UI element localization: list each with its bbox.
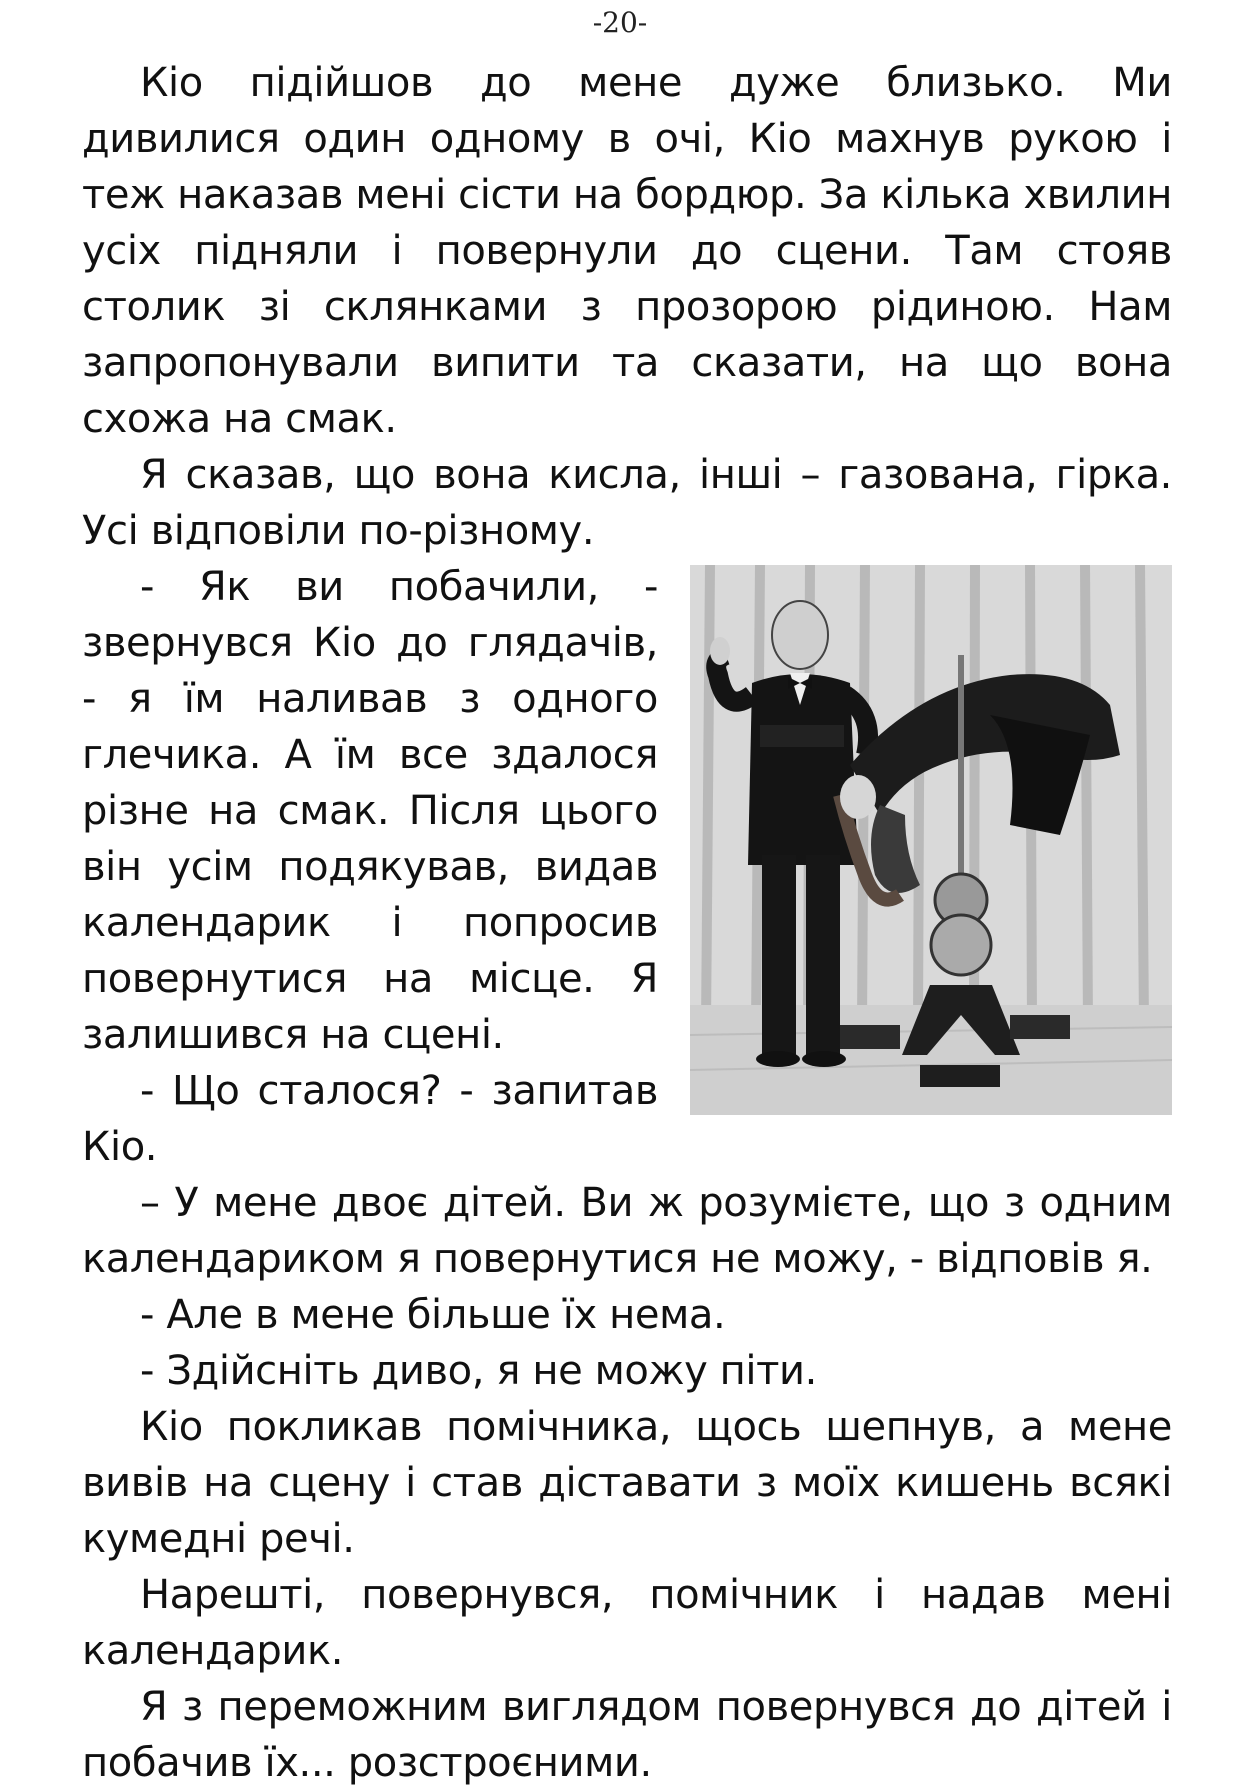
paragraph: - Як ви побачили, - звернувся Кіо до глядачів, - я їм наливав з одного глечика. А їм все здалося різне на смак. Після цього він усім подякував, видав календарик і попросив повернутися на місце. Я залишився на сцені. xyxy=(82,564,658,1058)
paragraph: Кіо покликав помічника, щось шепнув, а мене вивів на сцену і став діставати з моїх кишень всякі кумедні речі. xyxy=(82,1404,1172,1562)
magician-levitation-photo xyxy=(690,565,1172,1115)
paragraph: - Здійсніть диво, я не можу піти. xyxy=(140,1348,817,1394)
body-text xyxy=(82,55,1172,1791)
page-number: -20- xyxy=(592,6,648,39)
paragraph: Кіо підійшов до мене дуже близько. Ми дивилися один одному в очі, Кіо махнув рукою і теж наказав мені сісти на бордюр. За кілька хвилин усіх підняли і повернули до сцени. Там стояв столик зі склянками з прозорою рідиною. Нам запропонували випити та сказати, на що вона схожа на смак. xyxy=(82,60,1172,442)
photo-illustration xyxy=(690,565,1172,1115)
paragraph: Я сказав, що вона кисла, інші – газована, гірка. Усі відповіли по-різному. xyxy=(82,452,1172,554)
paragraph: Я з переможним виглядом повернувся до дітей і побачив їх... розстроєними. xyxy=(82,1684,1172,1786)
paragraph: Нарешті, повернувся, помічник і надав мені календарик. xyxy=(82,1572,1172,1674)
paragraph: – У мене двоє дітей. Ви ж розумієте, що з одним календариком я повернутися не можу, - відповів я. xyxy=(82,1180,1172,1282)
paragraph: - Але в мене більше їх нема. xyxy=(140,1292,726,1338)
paragraph: - Що сталося? - запитав Кіо. xyxy=(82,1068,658,1170)
